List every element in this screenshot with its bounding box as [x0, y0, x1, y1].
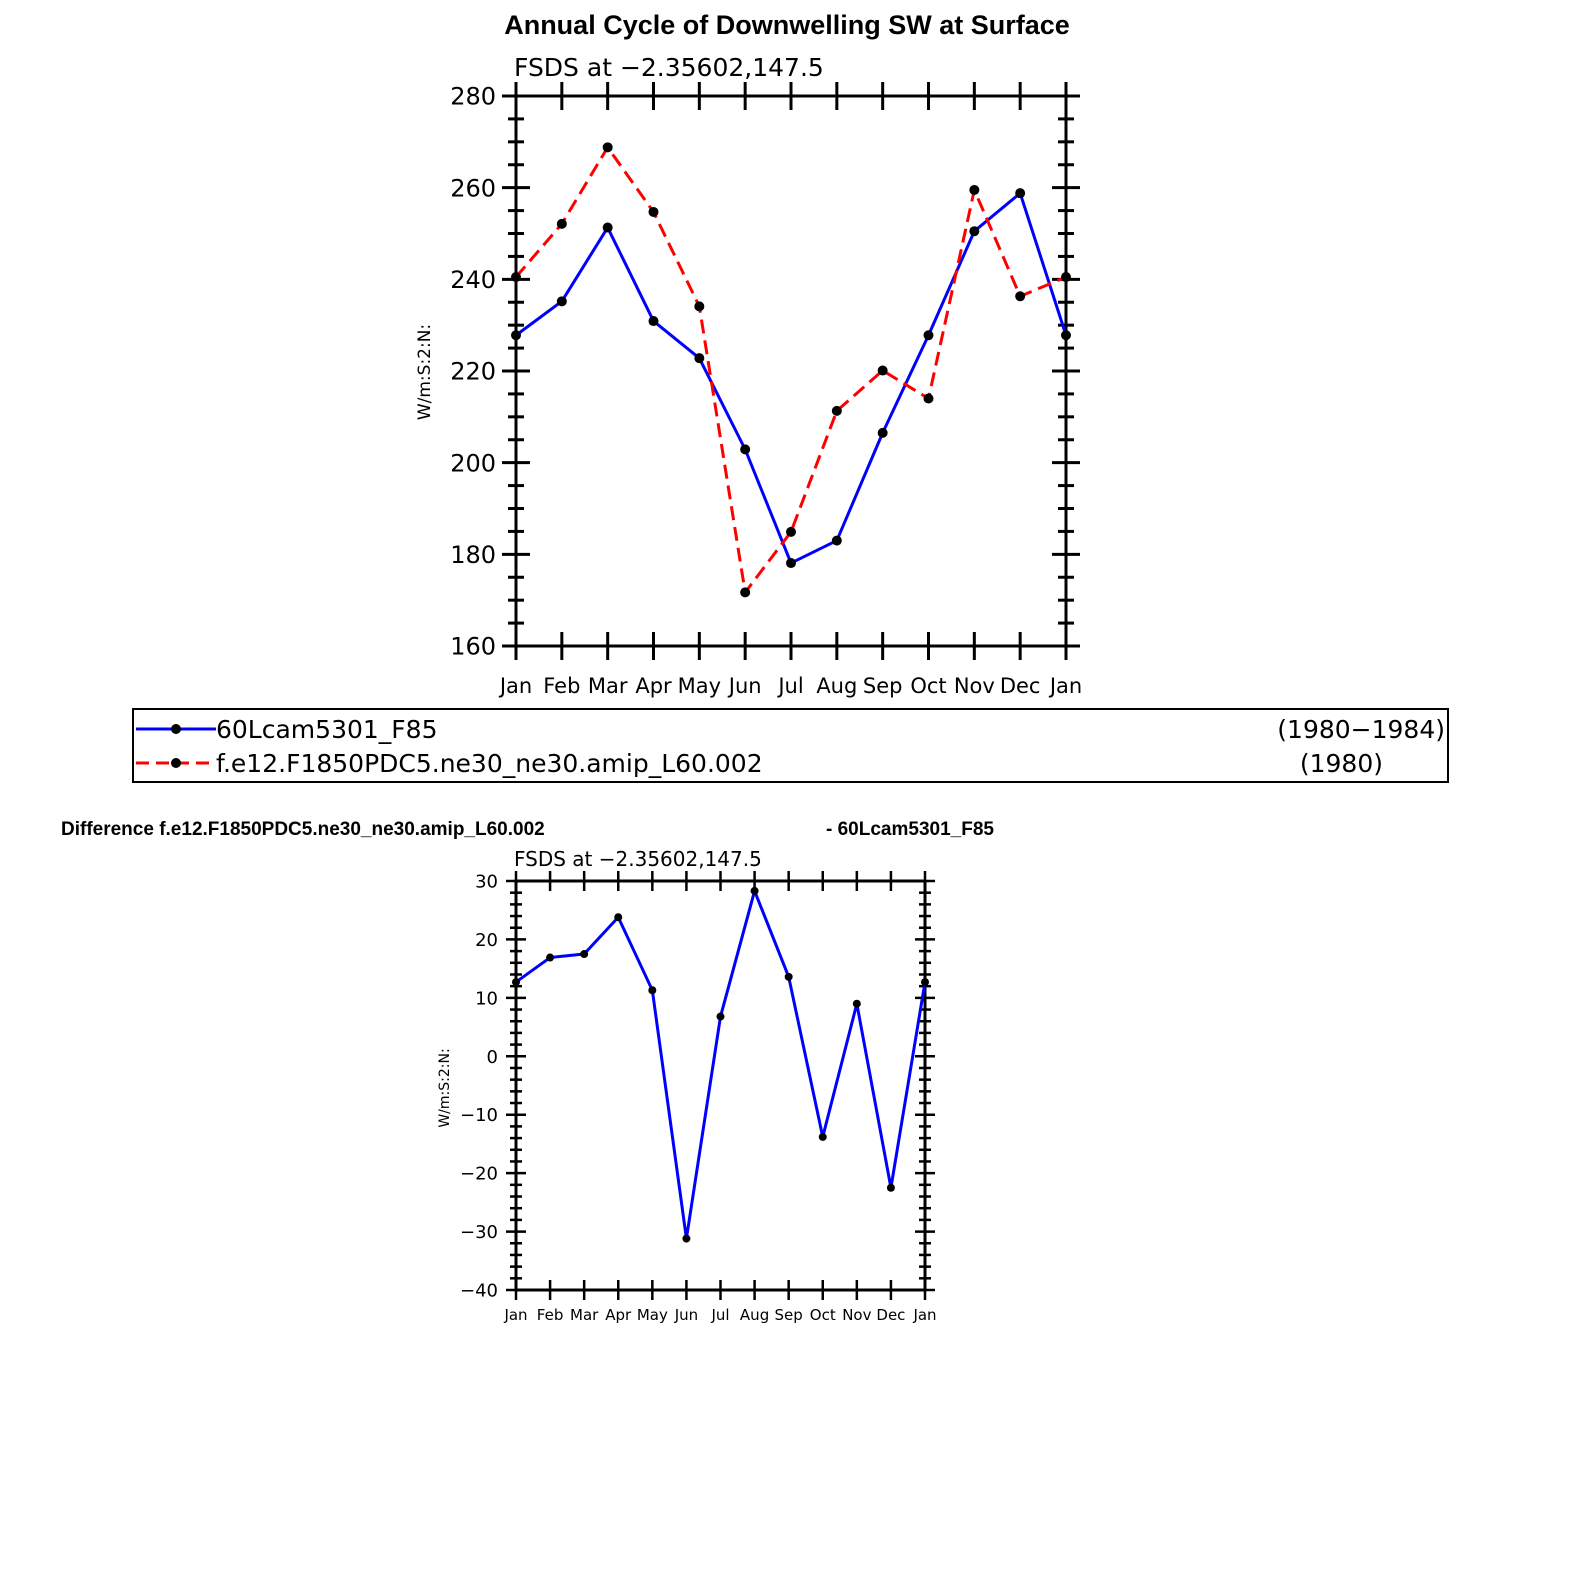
c2-series-1-point [819, 1133, 827, 1141]
c1-x-tick-label: Feb [543, 674, 581, 698]
c2-x-tick-label: Jan [913, 1306, 937, 1324]
c1-y-tick-label: 180 [450, 540, 496, 569]
c1-x-tick-label: Jun [728, 674, 762, 698]
c1-series-2-point [694, 301, 704, 311]
legend-marker-series-1 [171, 724, 181, 734]
c2-x-tick-label: Sep [774, 1306, 803, 1324]
c1-series-2-point [557, 219, 567, 229]
chart1-ticks [502, 82, 1080, 660]
c2-x-tick-label: Jun [674, 1306, 699, 1324]
c1-y-tick-label: 200 [450, 449, 496, 478]
c1-x-tick-label: Aug [816, 674, 858, 698]
c2-y-tick-label: −20 [460, 1163, 498, 1185]
c1-series-2-line [516, 147, 1066, 592]
chart2-y-axis-label: W/m:S:2:N: [437, 1048, 453, 1128]
c2-series-1-point [921, 978, 929, 986]
c2-x-tick-label: Dec [876, 1306, 906, 1324]
c1-series-1-point [1061, 330, 1071, 340]
c2-series-1-point [785, 973, 793, 981]
c2-y-tick-label: 30 [475, 871, 498, 893]
c1-x-tick-label: Jan [1049, 674, 1083, 698]
c1-y-tick-label: 260 [450, 174, 496, 203]
c1-series-2-point [649, 207, 659, 217]
c1-series-1-point [694, 353, 704, 363]
c1-series-1-point [1015, 188, 1025, 198]
c1-series-2-point [1061, 272, 1071, 282]
c2-series-1-point [648, 986, 656, 994]
annual-cycle-chart [415, 53, 1082, 698]
chart1-x-tick-labels [498, 674, 1082, 698]
c2-y-tick-label: −40 [460, 1280, 498, 1302]
c2-x-tick-label: Mar [570, 1306, 599, 1324]
c2-series-1-point [580, 950, 588, 958]
c1-series-2-point [740, 587, 750, 597]
c2-x-tick-label: Aug [739, 1306, 770, 1324]
c1-series-2-point [511, 272, 521, 282]
c1-x-tick-label: Sep [862, 674, 903, 698]
c1-series-1-point [786, 558, 796, 568]
c2-y-tick-label: −30 [460, 1222, 498, 1244]
legend [133, 709, 1448, 782]
c1-x-tick-label: Dec [999, 674, 1041, 698]
c2-series-1-point [853, 1000, 861, 1008]
c2-y-tick-label: −10 [460, 1105, 498, 1127]
c1-y-tick-label: 280 [450, 82, 496, 111]
chart1-series [511, 142, 1071, 597]
c2-x-tick-label: May [636, 1306, 668, 1324]
c1-x-tick-label: Apr [635, 674, 672, 698]
c1-series-1-point [832, 536, 842, 546]
chart2-plot-frame [516, 881, 925, 1290]
c1-series-2-point [603, 142, 613, 152]
c1-series-1-point [924, 330, 934, 340]
legend-label-series-2: f.e12.F1850PDC5.ne30_ne30.amip_L60.002 [216, 749, 763, 778]
difference-chart [61, 819, 994, 1324]
c2-x-tick-label: Jan [504, 1306, 528, 1324]
chart2-x-tick-labels [503, 1306, 936, 1324]
c2-series-1-line [516, 891, 925, 1239]
c2-x-tick-label: Apr [605, 1306, 632, 1324]
c1-series-2-point [1015, 291, 1025, 301]
chart1-subtitle: FSDS at −2.35602,147.5 [514, 53, 824, 82]
c1-series-1-point [969, 226, 979, 236]
c2-y-tick-label: 0 [486, 1046, 498, 1068]
c2-series-1-point [512, 978, 520, 986]
c2-series-1-point [614, 913, 622, 921]
c2-series-1-point [682, 1235, 690, 1243]
c1-x-tick-label: Jan [499, 674, 533, 698]
c1-series-1-line [516, 193, 1066, 563]
c1-series-1-point [649, 316, 659, 326]
c2-series-1-point [546, 954, 554, 962]
c1-y-tick-label: 220 [450, 357, 496, 386]
c1-series-2-point [969, 185, 979, 195]
legend-period-series-2: (1980) [1299, 749, 1383, 778]
c2-y-tick-label: 20 [475, 929, 498, 951]
c2-x-tick-label: Nov [842, 1306, 872, 1324]
c1-x-tick-label: Mar [587, 674, 628, 698]
c1-series-2-point [878, 366, 888, 376]
c1-y-tick-label: 160 [450, 632, 496, 661]
c1-series-1-point [511, 330, 521, 340]
chart2-subtitle: FSDS at −2.35602,147.5 [514, 847, 762, 871]
c1-series-1-point [740, 444, 750, 454]
c1-series-1-point [557, 296, 567, 306]
difference-title-left: Difference f.e12.F1850PDC5.ne30_ne30.amip_L60.002 [61, 819, 545, 840]
main-title: Annual Cycle of Downwelling SW at Surface [504, 10, 1070, 40]
c1-series-1-point [603, 223, 613, 233]
legend-marker-series-2 [171, 758, 181, 768]
chart1-y-axis-label: W/m:S:2:N: [415, 323, 435, 421]
c1-y-tick-label: 240 [450, 265, 496, 294]
c1-x-tick-label: Nov [953, 674, 995, 698]
c1-series-2-point [832, 406, 842, 416]
c2-y-tick-label: 10 [475, 988, 498, 1010]
legend-label-series-1: 60Lcam5301_F85 [216, 715, 438, 744]
c1-series-2-point [924, 394, 934, 404]
chart2-series [512, 887, 929, 1243]
c1-x-tick-label: May [677, 674, 722, 698]
c2-x-tick-label: Feb [536, 1306, 564, 1324]
c2-x-tick-label: Oct [809, 1306, 836, 1324]
c2-series-1-point [887, 1184, 895, 1192]
c1-series-1-point [878, 428, 888, 438]
c2-x-tick-label: Jul [711, 1306, 730, 1324]
legend-period-series-1: (1980−1984) [1277, 715, 1445, 744]
c1-series-2-point [786, 527, 796, 537]
c1-x-tick-label: Oct [910, 674, 947, 698]
chart2-y-tick-labels [460, 871, 498, 1301]
c2-series-1-point [751, 887, 759, 895]
c1-x-tick-label: Jul [778, 674, 804, 698]
c2-series-1-point [717, 1013, 725, 1021]
chart1-y-tick-labels [450, 83, 496, 661]
difference-title-right: - 60Lcam5301_F85 [826, 819, 994, 840]
